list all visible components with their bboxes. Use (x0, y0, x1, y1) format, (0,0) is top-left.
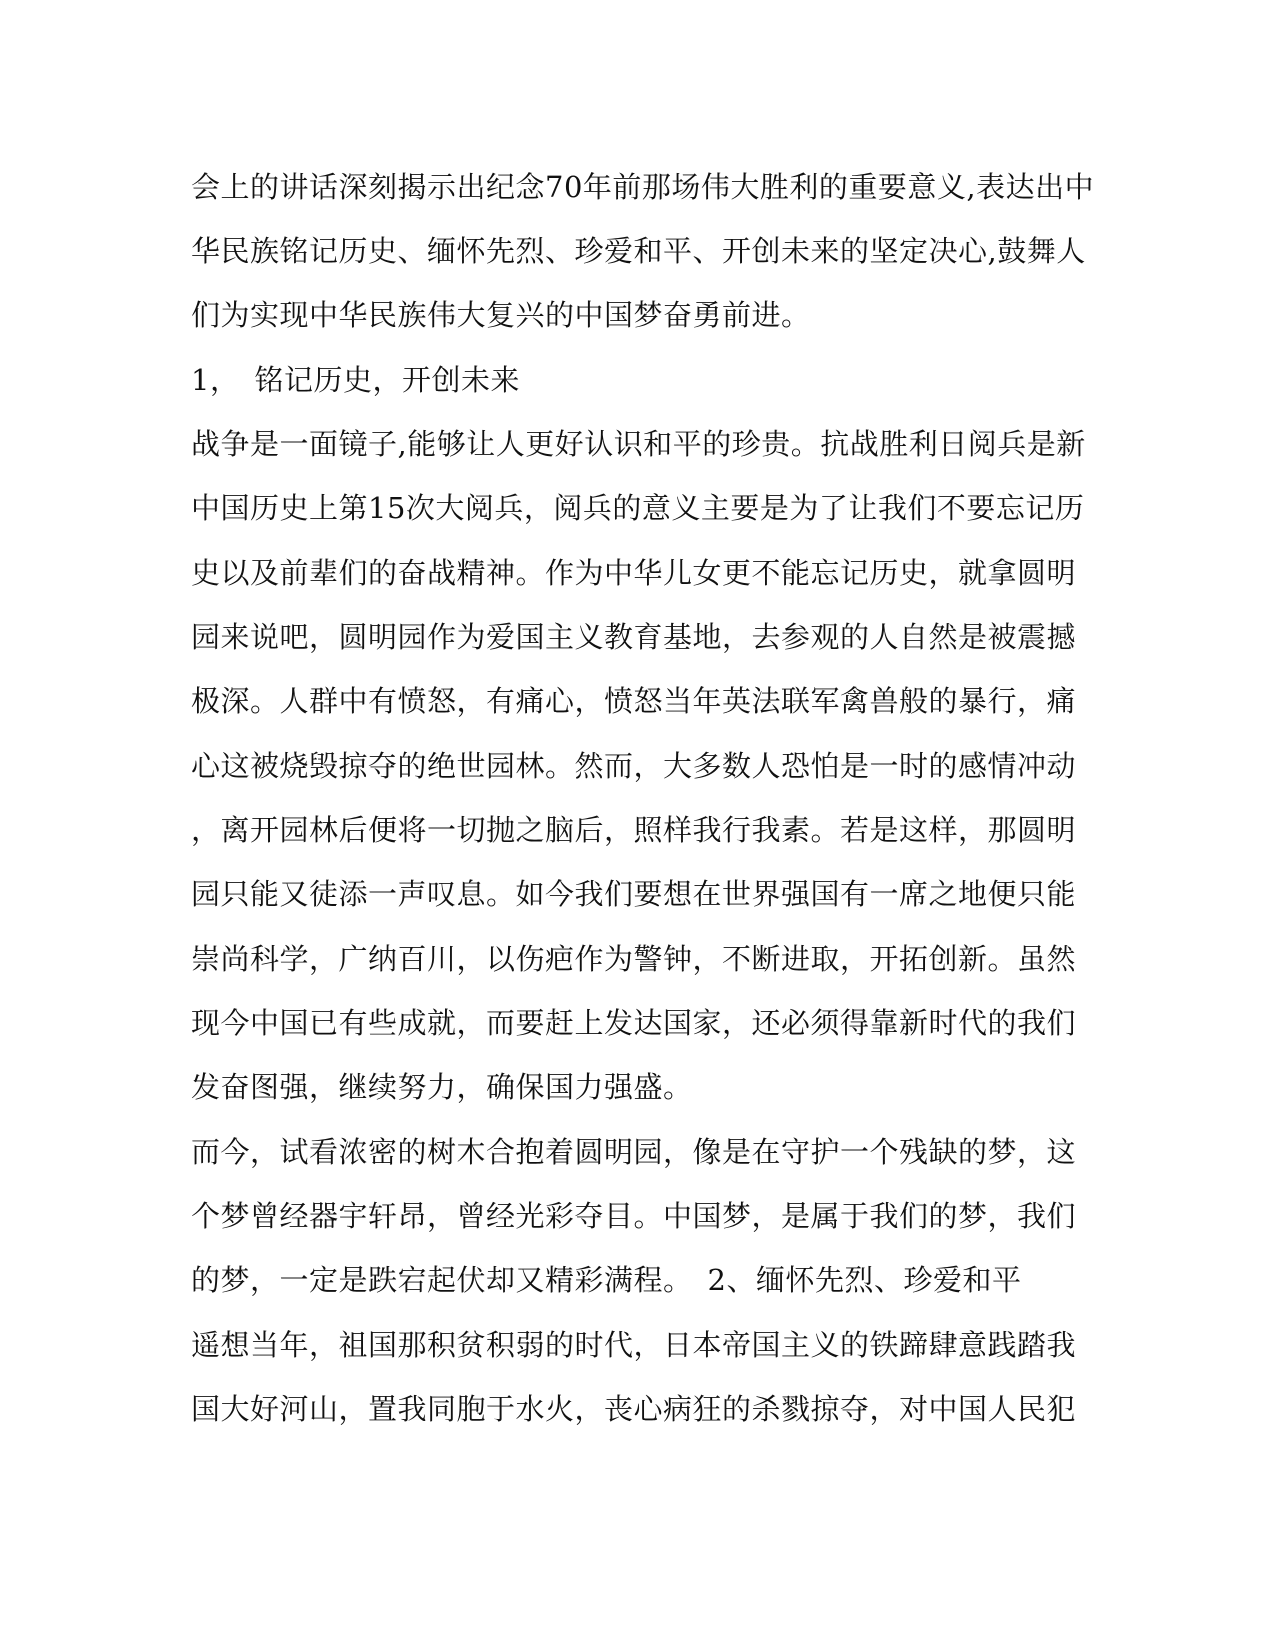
text-line: 园来说吧，圆明园作为爱国主义教育基地，去参观的人自然是被震撼 (191, 620, 1077, 654)
text-line: 现今中国已有些成就，而要赶上发达国家，还必须得靠新时代的我们 (191, 1006, 1077, 1040)
text-line: 们为实现中华民族伟大复兴的中国梦奋勇前进。 (191, 298, 811, 332)
section-heading: 1， 铭记历史，开创未来 (191, 363, 520, 397)
text-line: 发奋图强，继续努力，确保国力强盛。 (191, 1070, 693, 1104)
text-line: 崇尚科学，广纳百川，以伤疤作为警钟，不断进取，开拓创新。虽然 (191, 942, 1077, 976)
text-line: 遥想当年，祖国那积贫积弱的时代，日本帝国主义的铁蹄肆意践踏我 (191, 1328, 1077, 1362)
text-line: 史以及前辈们的奋战精神。作为中华儿女更不能忘记历史，就拿圆明 (191, 556, 1077, 590)
text-line: 华民族铭记历史、缅怀先烈、珍爱和平、开创未来的坚定决心,鼓舞人 (191, 234, 1086, 268)
text-line: 国大好河山，置我同胞于水火，丧心病狂的杀戮掠夺，对中国人民犯 (191, 1392, 1077, 1426)
text-line: 会上的讲话深刻揭示出纪念70年前那场伟大胜利的重要意义,表达出中 (191, 170, 1095, 204)
text-line: ，离开园林后便将一切抛之脑后，照样我行我素。若是这样，那圆明 (191, 813, 1077, 847)
text-line: 极深。人群中有愤怒，有痛心，愤怒当年英法联军禽兽般的暴行，痛 (191, 684, 1077, 718)
text-line: 心这被烧毁掠夺的绝世园林。然而，大多数人恐怕是一时的感情冲动 (191, 749, 1077, 783)
text-line: 的梦，一定是跌宕起伏却又精彩满程。 2、缅怀先烈、珍爱和平 (191, 1263, 1022, 1297)
text-line: 中国历史上第15次大阅兵，阅兵的意义主要是为了让我们不要忘记历 (191, 491, 1085, 525)
text-line: 个梦曾经器宇轩昂，曾经光彩夺目。中国梦，是属于我们的梦，我们 (191, 1199, 1077, 1233)
text-line: 园只能又徒添一声叹息。如今我们要想在世界强国有一席之地便只能 (191, 877, 1077, 911)
text-line: 而今，试看浓密的树木合抱着圆明园，像是在守护一个残缺的梦，这 (191, 1135, 1077, 1169)
text-line: 战争是一面镜子,能够让人更好认识和平的珍贵。抗战胜利日阅兵是新 (191, 427, 1086, 461)
